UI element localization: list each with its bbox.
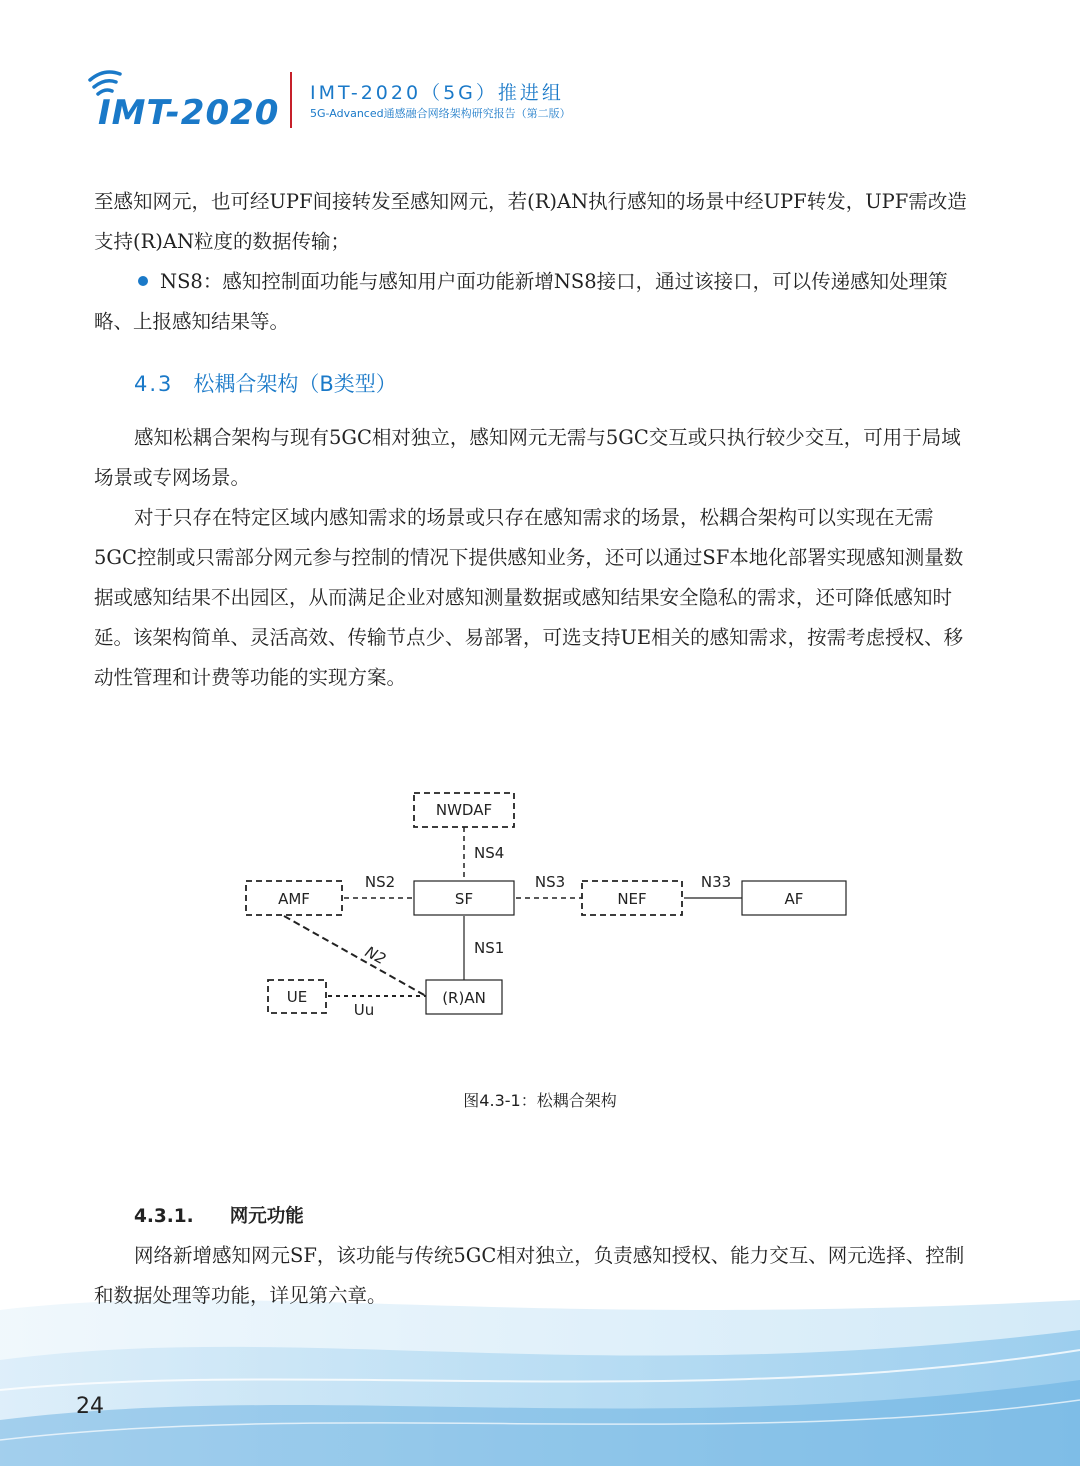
continuation-paragraph (94, 182, 988, 262)
header-title: IMT-2020（5G）推进组 (310, 82, 564, 104)
header-divider (290, 72, 292, 128)
section-title: 松耦合架构（B类型） (193, 372, 397, 396)
section-heading (134, 368, 397, 398)
label-n33: N33 (700, 873, 732, 891)
node-ue: UE (286, 988, 308, 1006)
label-n2: N2 (362, 942, 389, 969)
node-nwdaf: NWDAF (435, 801, 493, 819)
label-ns3: NS3 (534, 873, 566, 891)
label-uu: Uu (353, 1001, 375, 1019)
node-ran: (R)AN (442, 989, 486, 1007)
imt2020-logo (84, 64, 280, 136)
text-line: 网络新增感知网元SF，该功能与传统5GC相对独立，负责感知授权、能力交互、网元选择、控制 (134, 1244, 965, 1267)
text-line: 场景或专网场景。 (94, 466, 251, 489)
bullet-dot-icon (138, 276, 148, 286)
label-ns2: NS2 (364, 873, 396, 891)
label-ns4: NS4 (474, 844, 505, 862)
node-af: AF (784, 890, 804, 908)
text-line: 感知松耦合架构与现有5GC相对独立，感知网元无需与5GC交互或只执行较少交互，可用于局域 (134, 426, 961, 449)
text-line: 对于只存在特定区域内感知需求的场景或只存在感知需求的场景，松耦合架构可以实现在无需 (134, 506, 934, 529)
subsection-heading (134, 1202, 304, 1228)
figure-caption: 图4.3-1：松耦合架构 (463, 1091, 617, 1110)
text-line: 支持(R)AN粒度的数据传输； (94, 230, 351, 253)
bullet-line (94, 262, 988, 302)
page-header (0, 0, 1080, 150)
text-line: 动性管理和计费等功能的实现方案。 (94, 666, 407, 689)
subsection-title: 网元功能 (229, 1206, 304, 1227)
bullet-item-ns8 (94, 262, 988, 342)
text-line: 延。该架构简单、灵活高效、传输节点少、易部署，可选支持UE相关的感知需求，按需考虑授权、移 (94, 626, 964, 649)
subsection-paragraph (94, 1236, 988, 1316)
section-paragraph-2 (94, 498, 988, 698)
text-line: 和数据处理等功能，详见第六章。 (94, 1284, 387, 1307)
architecture-diagram (230, 780, 860, 1040)
node-sf: SF (454, 890, 474, 908)
subsection-number: 4.3.1. (134, 1206, 194, 1227)
header-subtitle: 5G-Advanced通感融合网络架构研究报告（第二版） (310, 107, 571, 120)
section-paragraph-1 (94, 418, 988, 498)
page-number: 24 (76, 1394, 104, 1419)
text-line: 5GC控制或只需部分网元参与控制的情况下提供感知业务，还可以通过SF本地化部署实现感知测量数 (94, 546, 964, 569)
text-line: 据或感知结果不出园区，从而满足企业对感知测量数据或感知结果安全隐私的需求，还可降低感知时 (94, 586, 953, 609)
text-line: 至感知网元，也可经UPF间接转发至感知网元，若(R)AN执行感知的场景中经UPF转发，UPF需改造 (94, 190, 967, 213)
logo-text: IMT-2020 (98, 93, 280, 133)
node-amf: AMF (278, 890, 310, 908)
node-nef: NEF (617, 890, 647, 908)
section-number: 4.3 (134, 372, 174, 396)
label-ns1: NS1 (474, 939, 505, 957)
bullet-text: NS8：感知控制面功能与感知用户面功能新增NS8接口，通过该接口，可以传递感知处理策 (160, 270, 948, 293)
text-line: 略、上报感知结果等。 (94, 310, 290, 333)
